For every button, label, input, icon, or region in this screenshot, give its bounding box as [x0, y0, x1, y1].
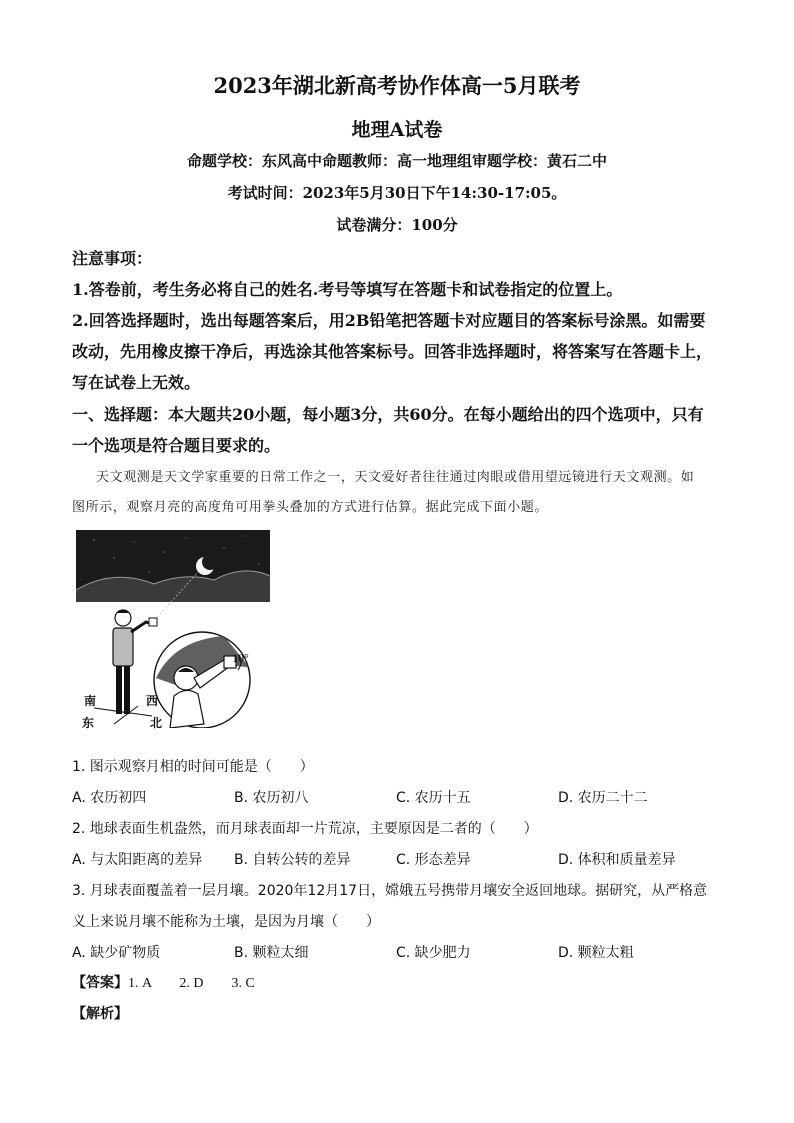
question-1-option-a: A. 农历初四 — [72, 790, 147, 806]
answer-label: 【答案】 — [72, 975, 128, 991]
notes-heading: 注意事项： — [72, 249, 153, 268]
question-2-option-c: C. 形态差异 — [396, 852, 471, 868]
angle-label: 10° — [232, 651, 249, 665]
question-3-option-c: C. 缺少肥力 — [396, 945, 471, 961]
direction-label-north: 北 — [150, 716, 163, 730]
question-1-option-d: D. 农历二十二 — [558, 790, 648, 806]
figure-illustration — [74, 528, 274, 728]
question-3-option-a: A. 缺少矿物质 — [72, 945, 161, 961]
intro-line-1: 天文观测是天文学家重要的日常工作之一，天文爱好者往往通过肉眼或借用望远镜进行天文观测。如 — [96, 470, 695, 485]
question-3-stem-line-2: 义上来说月壤不能称为土壤，是因为月壤（ ） — [72, 914, 380, 930]
analysis-row — [72, 1003, 128, 1023]
answer-row — [72, 972, 255, 992]
notes-item-2-line-1: 2.回答选择题时，选出每题答案后，用2B铅笔把答题卡对应题目的答案标号涂黑。如需要 — [72, 311, 706, 330]
question-3-option-b: B. 颗粒太细 — [234, 945, 309, 961]
ground-direction-lines — [94, 706, 152, 724]
exam-authors: 命题学校：东风高中命题教师：高一地理组审题学校：黄石二中 — [186, 152, 607, 170]
question-1-stem: 1. 图示观察月相的时间可能是（ ） — [72, 759, 314, 775]
notes-item-1: 1.答卷前，考生务必将自己的姓名.考号等填写在答题卡和试卷指定的位置上。 — [72, 280, 623, 299]
analysis-label: 【解析】 — [72, 1006, 128, 1022]
question-3-option-d: D. 颗粒太粗 — [558, 945, 634, 961]
answer-values: 1. A 2. D 3. C — [128, 976, 255, 991]
question-3-stem-line-1: 3. 月球表面覆盖着一层月壤。2020年12月17日，嫦娥五号携带月壤安全返回地球。据研究，从严格意 — [72, 883, 708, 899]
notes-item-2-line-3: 写在试卷上无效。 — [72, 373, 201, 392]
intro-line-2: 图所示，观察月亮的高度角可用拳头叠加的方式进行估算。据此完成下面小题。 — [72, 500, 549, 515]
question-2-option-a: A. 与太阳距离的差异 — [72, 852, 203, 868]
direction-label-west: 西 — [146, 694, 159, 708]
section-heading-line-2: 一个选项是符合题目要求的。 — [72, 436, 281, 455]
question-1-option-c: C. 农历十五 — [396, 790, 471, 806]
notes-item-2-line-2: 改动，先用橡皮擦干净后，再选涂其他答案标号。回答非选择题时，将答案写在答题卡上， — [72, 342, 713, 361]
page-title: 2023年湖北新高考协作体高一5月联考 — [213, 73, 581, 98]
page-subtitle: 地理A试卷 — [351, 119, 443, 141]
full-score: 试卷满分：100分 — [336, 216, 458, 234]
question-2-stem: 2. 地球表面生机盎然，而月球表面却一片荒凉，主要原因是二者的（ ） — [72, 821, 538, 837]
direction-label-east: 东 — [82, 716, 95, 730]
exam-time: 考试时间：2023年5月30日下午14:30-17:05。 — [227, 184, 567, 202]
section-heading-line-1: 一、选择题：本大题共20小题，每小题3分，共60分。在每小题给出的四个选项中，只有 — [72, 405, 704, 424]
question-1-option-b: B. 农历初八 — [234, 790, 309, 806]
question-2-option-d: D. 体积和质量差异 — [558, 852, 676, 868]
question-2-option-b: B. 自转公转的差异 — [234, 852, 351, 868]
moon-observation-figure — [74, 528, 274, 728]
magnified-view-circle — [154, 632, 250, 728]
direction-label-south: 南 — [84, 694, 97, 708]
